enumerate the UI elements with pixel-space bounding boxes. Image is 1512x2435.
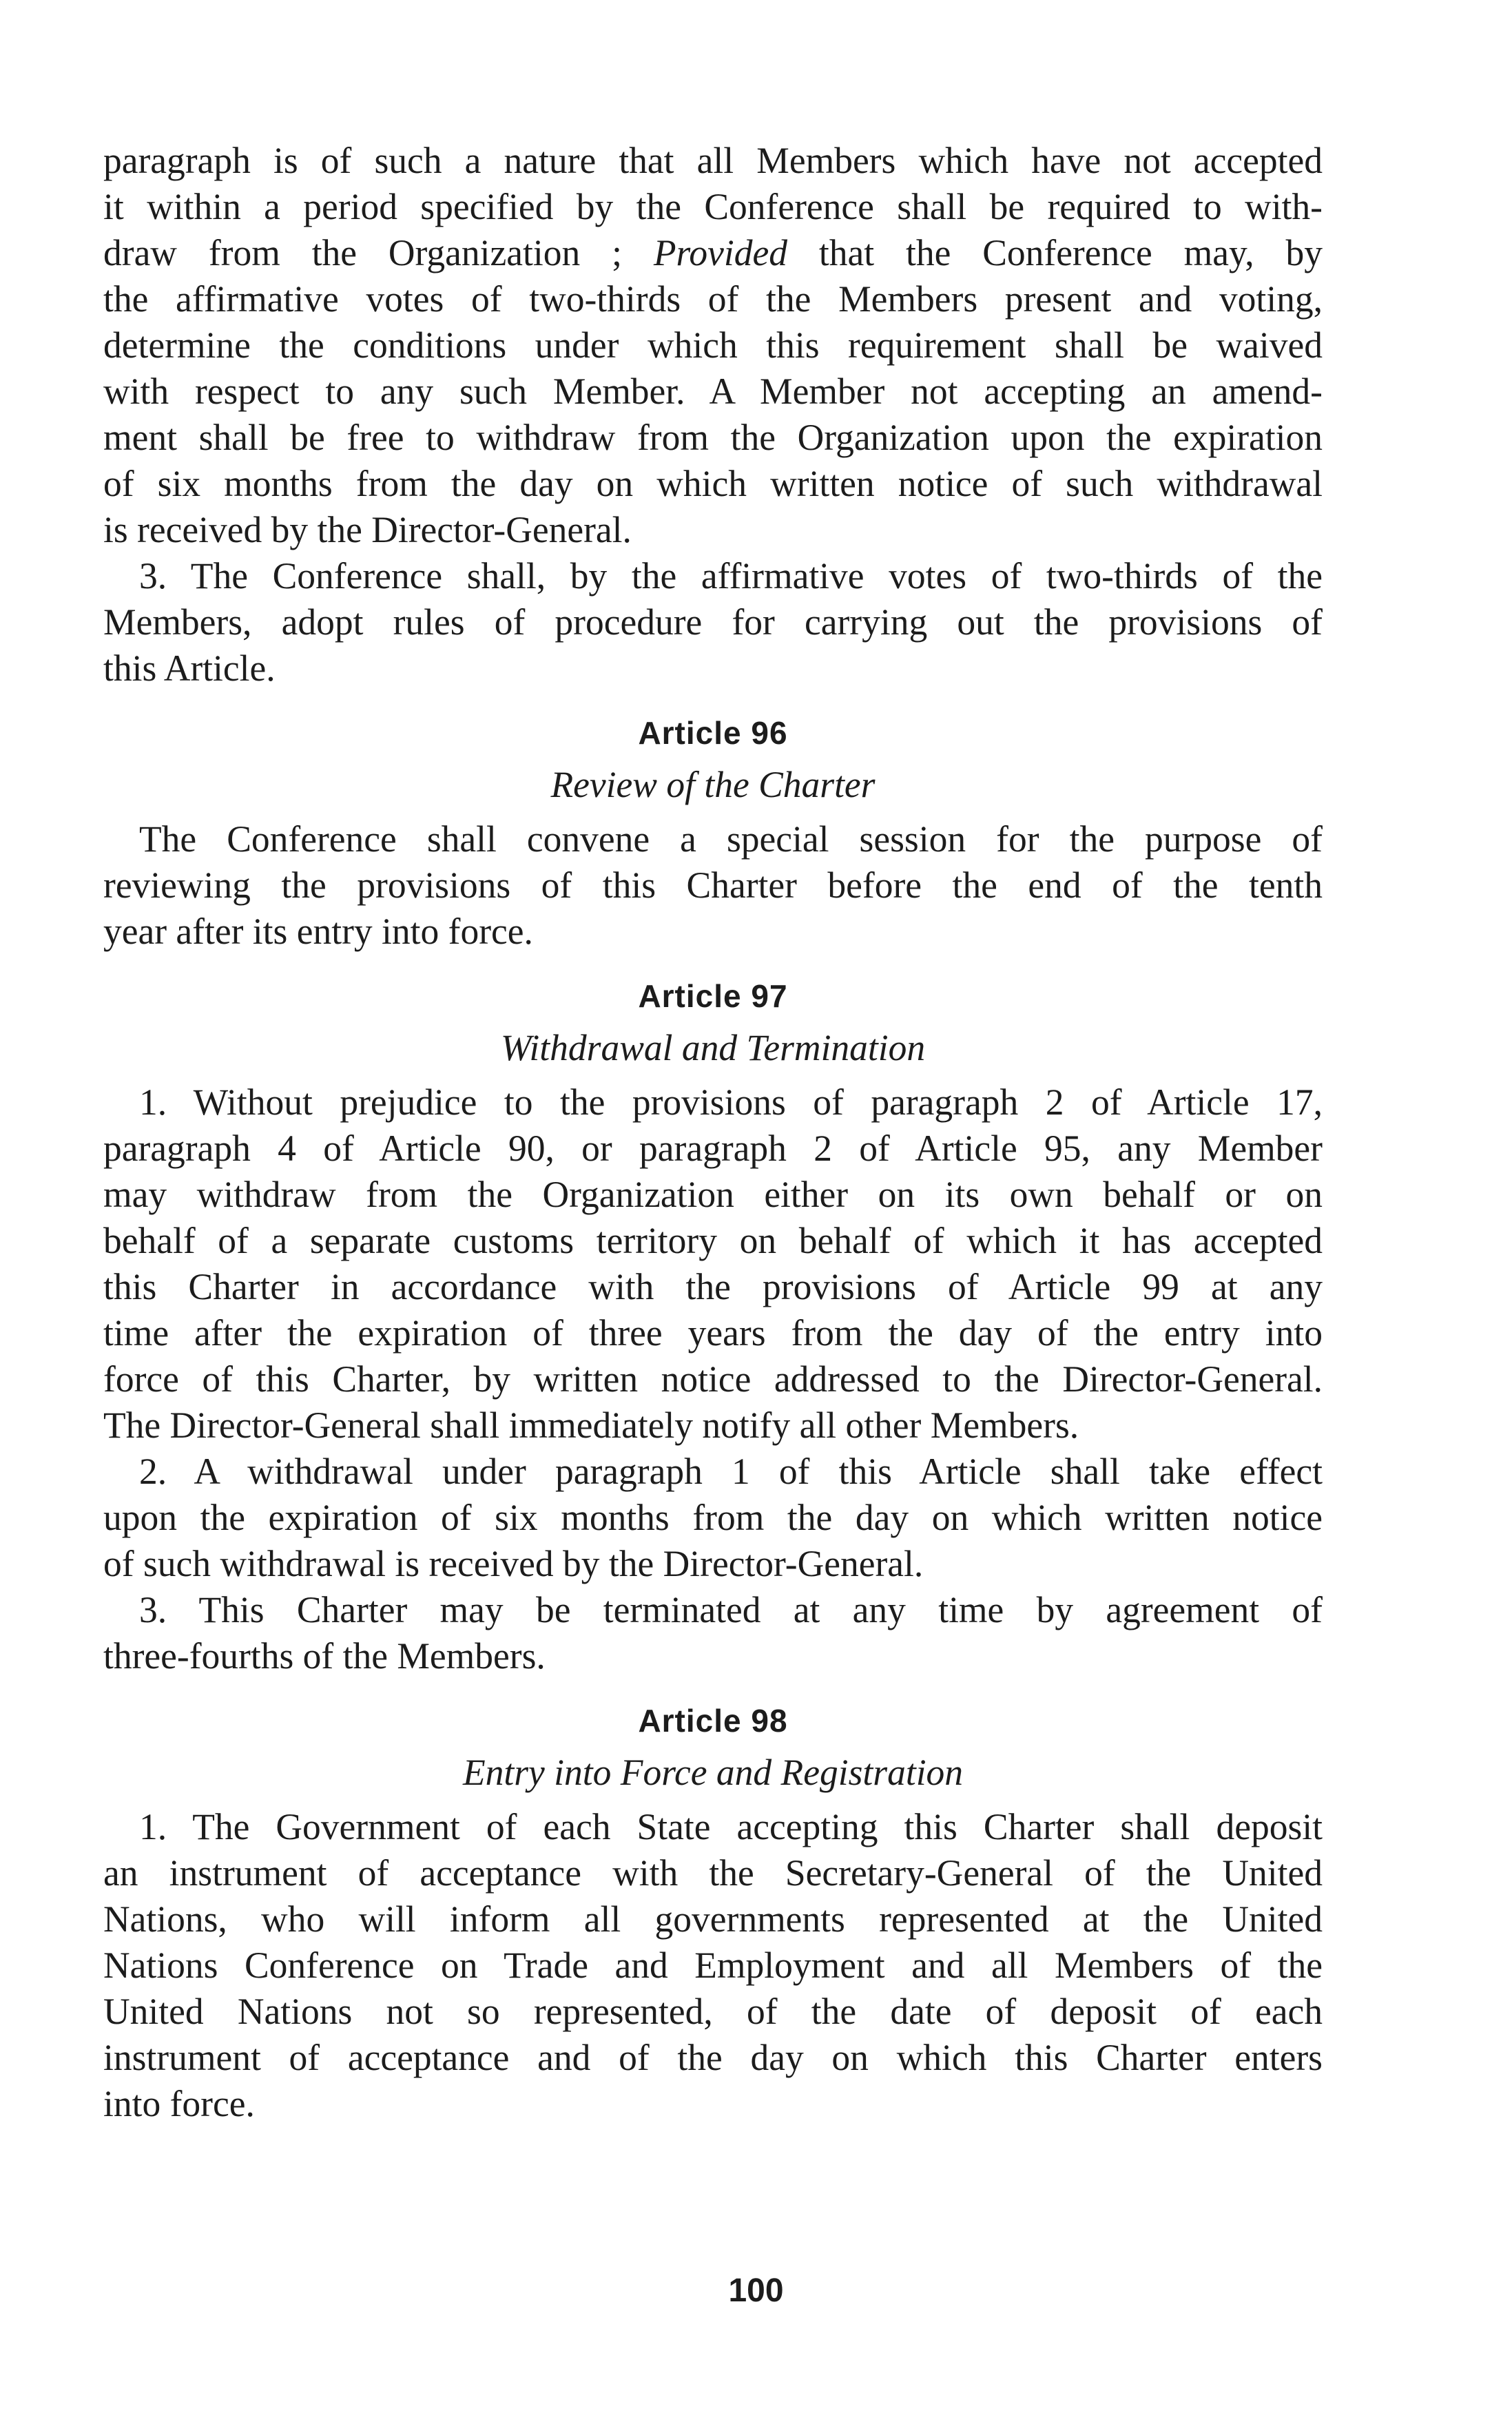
text-line: with respect to any such Member. A Member not accepting an amend-: [103, 371, 1323, 412]
text-fragment: draw from the Organization ;: [103, 232, 654, 273]
text-line: three-fourths of the Members.: [103, 1635, 546, 1677]
text-line: Members, adopt rules of procedure for carrying out the provisions of: [103, 601, 1323, 643]
text-line: may withdraw from the Organization either on its own behalf or on: [103, 1174, 1323, 1215]
text-line: Nations, who will inform all governments represented at the United: [103, 1898, 1323, 1940]
text-line: [103, 230, 1323, 276]
text-line: ment shall be free to withdraw from the Organization upon the expiration: [103, 417, 1323, 458]
text-line: 2. A withdrawal under paragraph 1 of this Article shall take effect: [139, 1451, 1323, 1492]
page-number: 100: [728, 2272, 784, 2309]
text-line: an instrument of acceptance with the Secretary-General of the United: [103, 1852, 1323, 1894]
article-97-subtitle: Withdrawal and Termination: [500, 1027, 926, 1068]
text-line: this Charter in accordance with the provisions of Article 99 at any: [103, 1266, 1323, 1307]
text-line: The Director-General shall immediately notify all other Members.: [103, 1405, 1079, 1446]
article-98-subtitle: Entry into Force and Registration: [462, 1752, 964, 1793]
text-line: year after its entry into force.: [103, 911, 533, 952]
article-97-paragraph-2: [103, 1449, 1323, 1587]
provided-emphasis: Provided: [653, 232, 787, 273]
text-line: is received by the Director-General.: [103, 509, 632, 550]
text-line: 1. Without prejudice to the provisions of paragraph 2 of Article 17,: [139, 1081, 1323, 1123]
text-line: Nations Conference on Trade and Employment and all Members of the: [103, 1945, 1323, 1986]
text-line: The Conference shall convene a special session for the purpose of: [139, 818, 1323, 860]
text-line: paragraph is of such a nature that all Members which have not accepted: [103, 140, 1323, 181]
text-line: United Nations not so represented, of the date of deposit of each: [103, 1991, 1323, 2032]
text-line: of six months from the day on which written notice of such withdrawal: [103, 463, 1323, 504]
text-line: 3. This Charter may be terminated at any time by agreement of: [139, 1589, 1323, 1630]
text-line: 1. The Government of each State accepting this Charter shall deposit: [139, 1806, 1323, 1847]
intro-paragraph-3: [103, 553, 1323, 692]
text-line: the affirmative votes of two-thirds of the Members present and voting,: [103, 278, 1323, 320]
text-line: upon the expiration of six months from the day on which written notice: [103, 1497, 1323, 1538]
article-98-heading: Article 98: [638, 1703, 788, 1739]
article-98-paragraph-1: [103, 1804, 1323, 2127]
text-line: it within a period specified by the Conference shall be required to with-: [103, 186, 1323, 227]
text-line: into force.: [103, 2083, 255, 2124]
text-line: 3. The Conference shall, by the affirmative votes of two-thirds of the: [139, 555, 1323, 597]
text-line: paragraph 4 of Article 90, or paragraph 2 of Article 95, any Member: [103, 1128, 1323, 1169]
text-line: force of this Charter, by written notice addressed to the Director-General.: [103, 1358, 1323, 1400]
text-line: instrument of acceptance and of the day on which this Charter enters: [103, 2037, 1323, 2078]
article-96-heading: Article 96: [638, 715, 788, 751]
text-line: reviewing the provisions of this Charter before the end of the tenth: [103, 864, 1323, 906]
text-fragment: that the Conference may, by: [787, 232, 1323, 273]
article-97-heading: Article 97: [638, 978, 788, 1014]
document-page: [103, 138, 1323, 2127]
text-line: this Article.: [103, 647, 276, 689]
intro-paragraph: [103, 138, 1323, 553]
article-96-body: [103, 816, 1323, 955]
article-96-subtitle: Review of the Charter: [550, 764, 876, 805]
text-line: of such withdrawal is received by the Director-General.: [103, 1543, 924, 1584]
text-line: behalf of a separate customs territory on behalf of which it has accepted: [103, 1220, 1323, 1261]
text-line: time after the expiration of three years from the day of the entry into: [103, 1312, 1323, 1354]
article-97-paragraph-3: [103, 1587, 1323, 1679]
article-97-paragraph-1: [103, 1079, 1323, 1449]
text-line: determine the conditions under which this requirement shall be waived: [103, 324, 1323, 366]
